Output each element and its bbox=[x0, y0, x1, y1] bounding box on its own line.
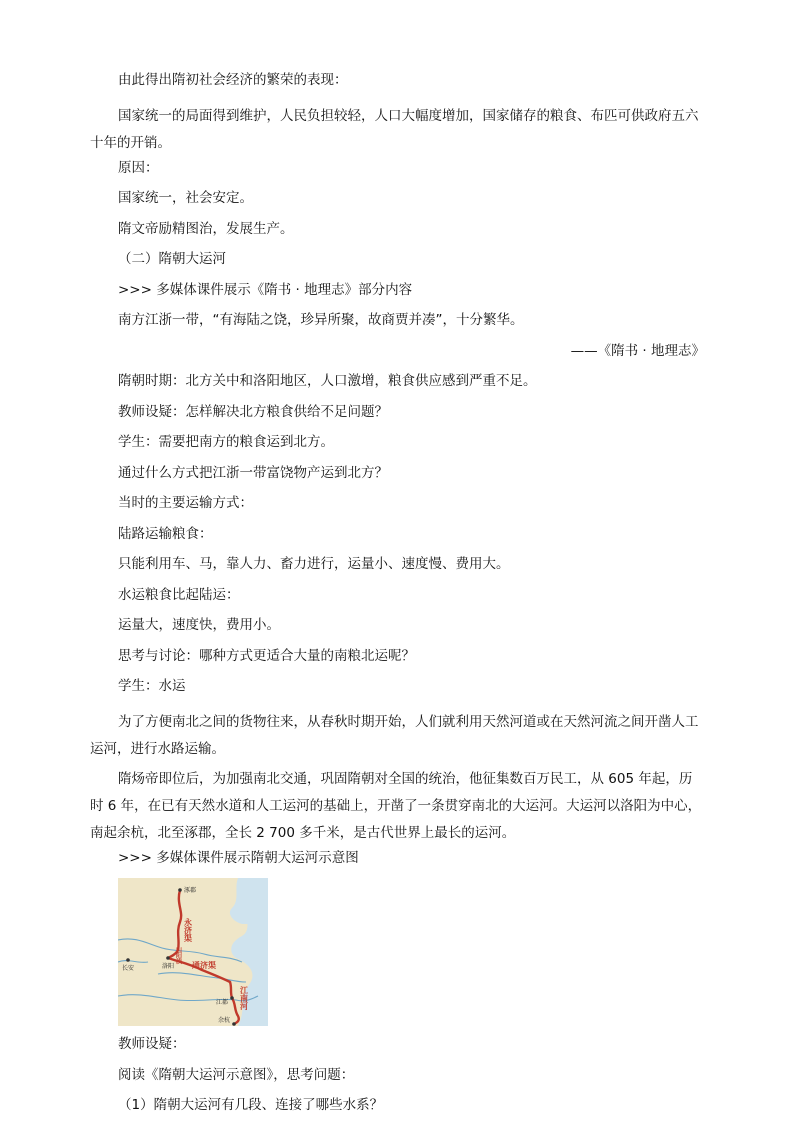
text-paragraph: 国家统一的局面得到维护，人民负担较轻，人口大幅度增加，国家储存的粮食、布匹可供政府五六十年的开销。 bbox=[90, 107, 699, 151]
label-zhuojun: 涿郡 bbox=[184, 887, 197, 894]
label-jiangdu: 江都 bbox=[216, 999, 229, 1006]
text-line: 学生：水运 bbox=[118, 678, 186, 694]
map-svg bbox=[118, 878, 268, 1026]
text-line: >>> 多媒体课件展示隋朝大运河示意图 bbox=[118, 849, 359, 866]
city-yuhang-dot bbox=[232, 1022, 236, 1026]
text-line: 教师设疑： bbox=[118, 1036, 186, 1052]
text-line: 只能利用车、马，靠人力、畜力进行，运量小、速度慢、费用大。 bbox=[118, 556, 510, 572]
text-line: 由此得出隋初社会经济的繁荣的表现： bbox=[118, 72, 348, 88]
label-luoyang: 洛阳 bbox=[162, 963, 175, 970]
text-line: 陆路运输粮食： bbox=[118, 525, 213, 542]
grand-canal-map bbox=[118, 878, 268, 1026]
text-line: 隋文帝励精图治，发展生产。 bbox=[118, 220, 294, 237]
label-tongji: 通济渠 bbox=[192, 961, 216, 970]
label-jiangnan: 江南河 bbox=[239, 986, 249, 1010]
text-paragraph: 隋炀帝即位后，为加强南北交通，巩固隋朝对全国的统治，他征集数百万民工，从 605 年起，历时 6 年，在已有天然水道和人工运河的基础上，开凿了一条贯穿南北的大运河。大运河以洛阳为中心，南起余杭，北至涿郡，全长 2 700 多千米，是古代世界上最长的运河。 bbox=[90, 770, 702, 841]
quote-source: ——《隋书 · 地理志》 bbox=[570, 342, 705, 359]
label-yuhang: 余杭 bbox=[218, 1017, 231, 1024]
text-line: 原因： bbox=[118, 159, 159, 176]
city-zhuojun-dot bbox=[178, 888, 182, 892]
city-luoyang-dot bbox=[166, 956, 170, 960]
text-line: 阅读《隋朝大运河示意图》，思考问题： bbox=[118, 1066, 355, 1083]
text-paragraph: 为了方便南北之间的货物往来，从春秋时期开始，人们就利用天然河道或在天然河流之间开凿人工运河，进行水路运输。 bbox=[90, 713, 699, 757]
section-heading: （二）隋朝大运河 bbox=[118, 251, 226, 267]
text-line: 当时的主要运输方式： bbox=[118, 495, 253, 511]
text-line: （1）隋朝大运河有几段、连接了哪些水系？ bbox=[118, 1097, 384, 1113]
text-line: 运量大，速度快，费用小。 bbox=[118, 617, 280, 633]
city-jiangdu-dot bbox=[230, 996, 234, 1000]
text-line: 通过什么方式把江浙一带富饶物产运到北方？ bbox=[118, 464, 388, 481]
label-shanyang: 山阳渎 bbox=[174, 946, 182, 964]
document-body bbox=[90, 72, 705, 1128]
text-line: 思考与讨论：哪种方式更适合大量的南粮北运呢？ bbox=[118, 647, 415, 664]
label-yongji: 永济渠 bbox=[183, 918, 193, 942]
text-line: 国家统一，社会安定。 bbox=[118, 190, 253, 206]
label-changan: 长安 bbox=[122, 965, 135, 972]
text-line: 水运粮食比起陆运： bbox=[118, 586, 240, 603]
shanyang-canal bbox=[230, 982, 232, 998]
text-line: 隋朝时期：北方关中和洛阳地区，人口激增，粮食供应感到严重不足。 bbox=[118, 373, 537, 389]
text-line: 学生：需要把南方的粮食运到北方。 bbox=[118, 434, 334, 450]
text-line: >>> 多媒体课件展示《隋书 · 地理志》部分内容 bbox=[118, 281, 413, 298]
quote-line: 南方江浙一带，“有海陆之饶，珍异所聚，故商贾并凑”，十分繁华。 bbox=[118, 312, 524, 328]
city-changan-dot bbox=[126, 958, 130, 962]
text-line: 教师设疑：怎样解决北方粮食供给不足问题？ bbox=[118, 403, 388, 420]
